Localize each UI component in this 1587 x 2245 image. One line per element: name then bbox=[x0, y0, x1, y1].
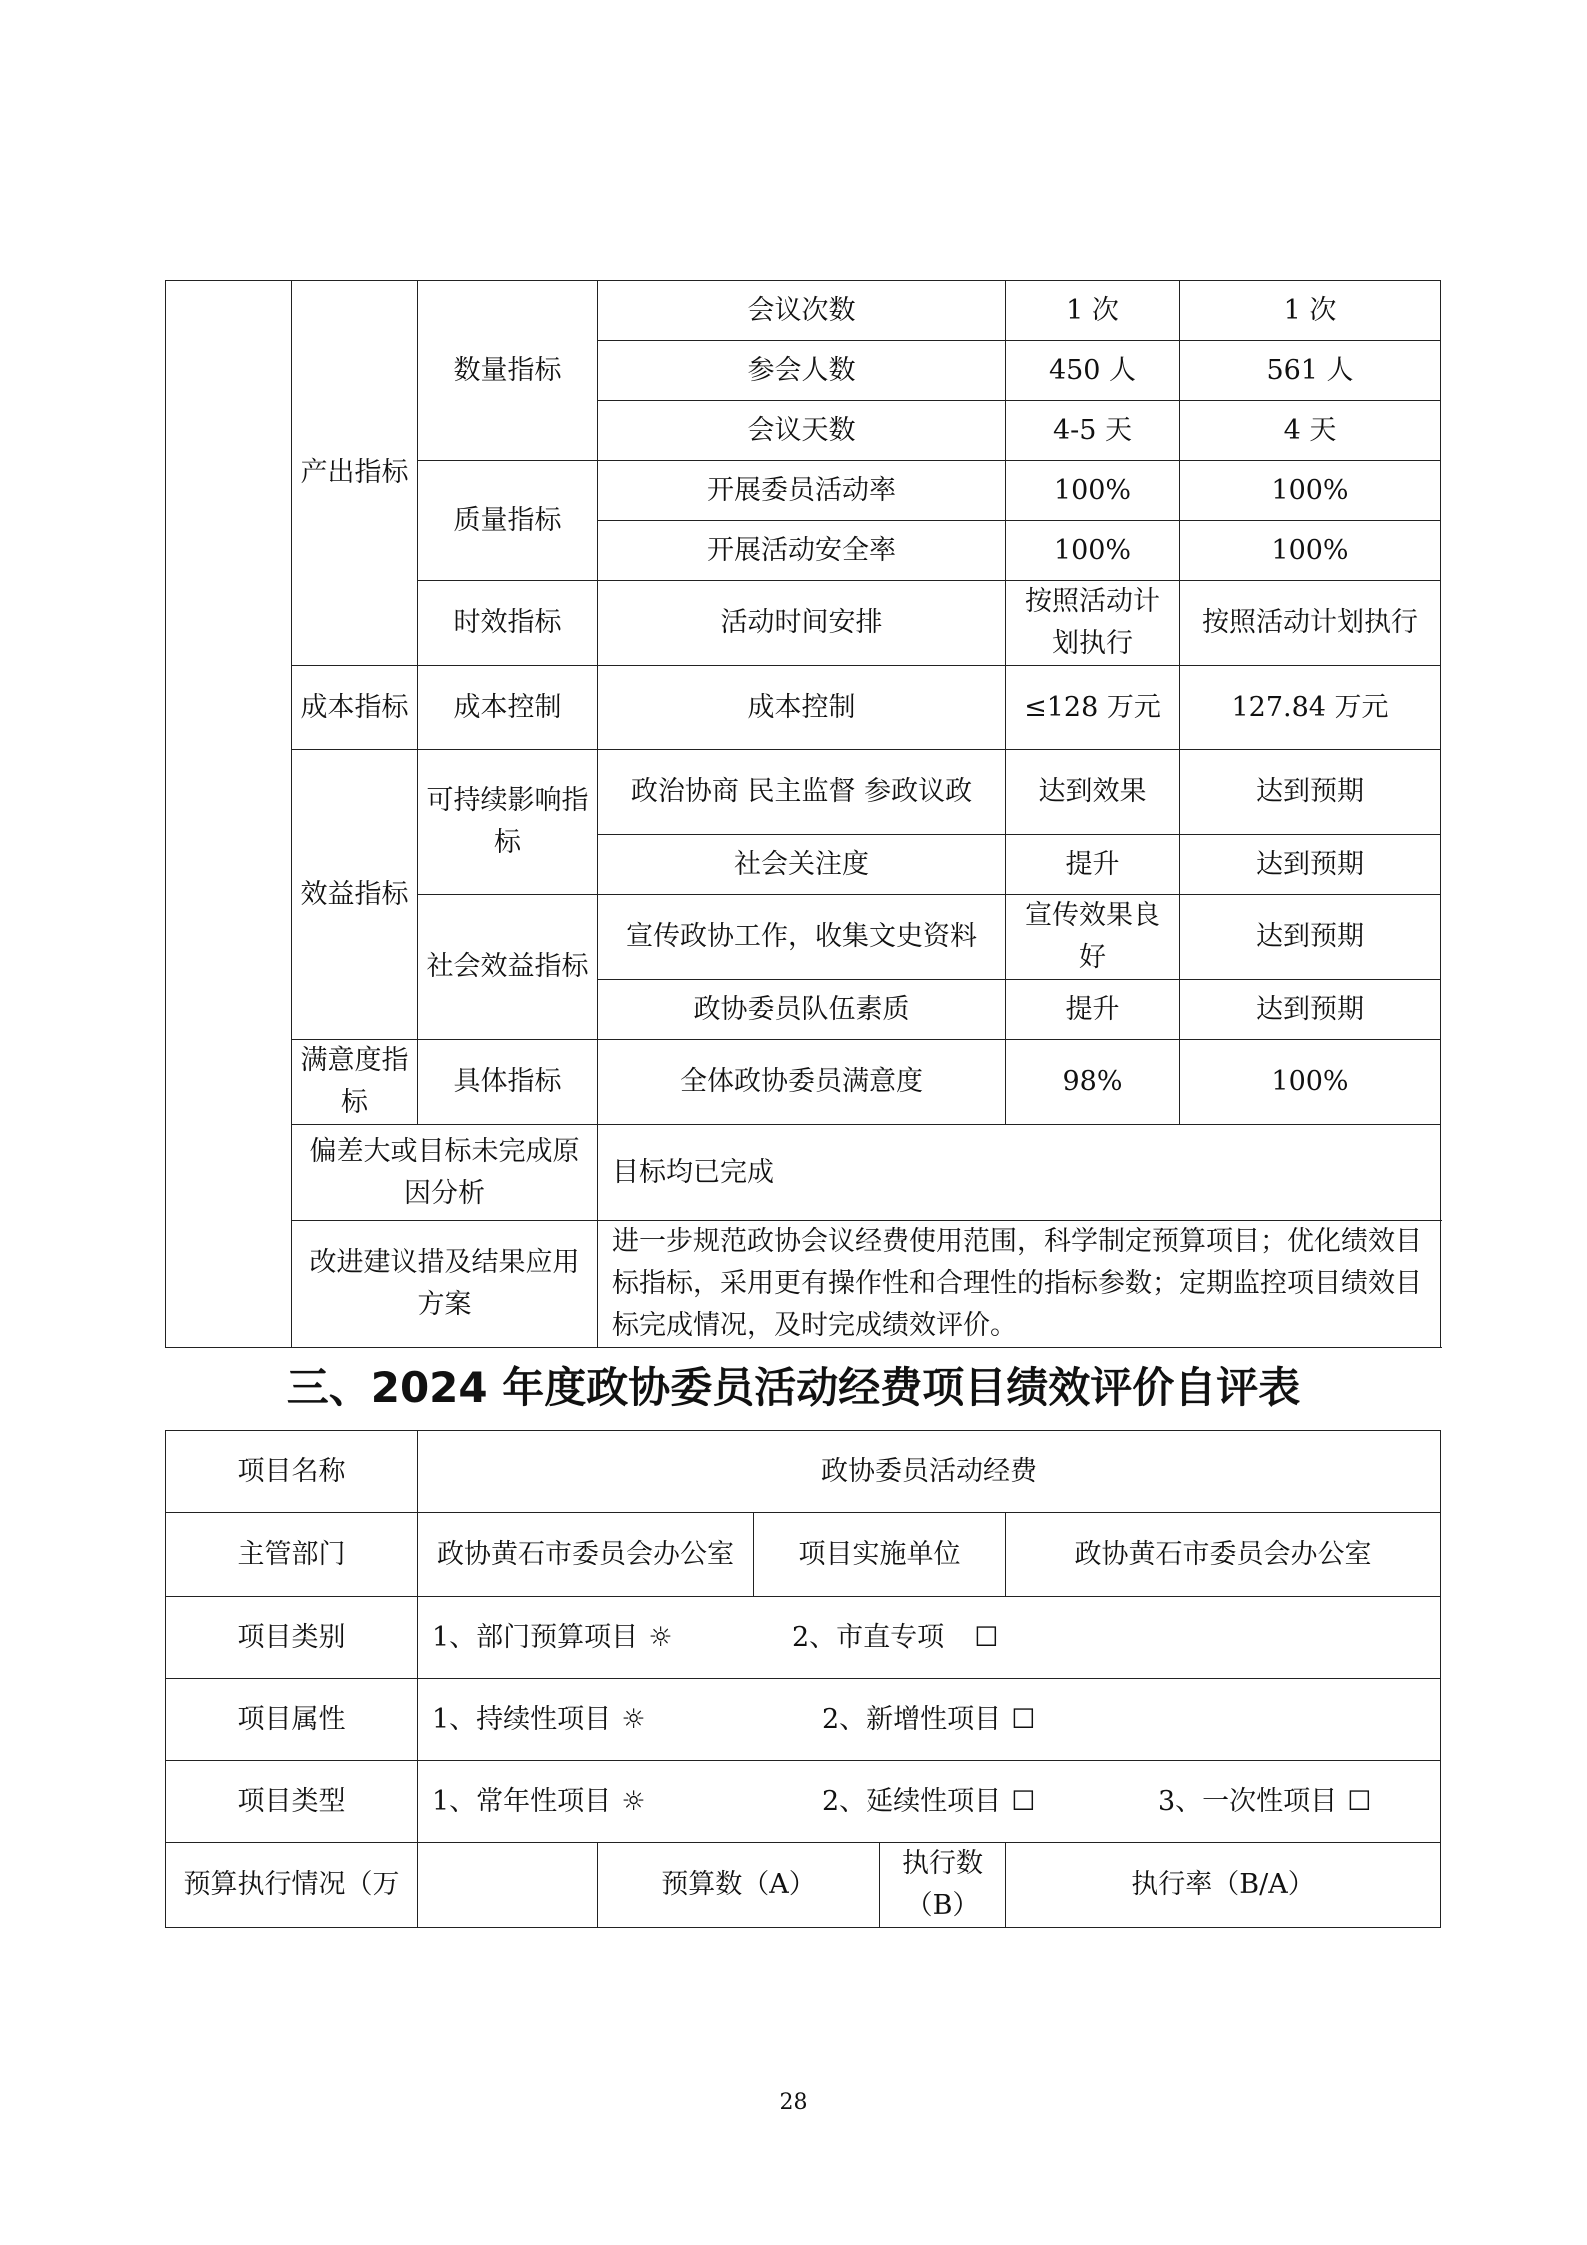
improvement-label: 改进建议措及结果应用方案 bbox=[292, 1221, 598, 1348]
target-value: 提升 bbox=[1006, 980, 1180, 1040]
social-benefit-indicator-label: 社会效益指标 bbox=[418, 895, 598, 1040]
cost-control-label: 成本控制 bbox=[418, 666, 598, 750]
blank-cell bbox=[166, 281, 292, 1348]
metric-name: 成本控制 bbox=[598, 666, 1006, 750]
budget-execution-label: 预算执行情况（万 bbox=[166, 1843, 418, 1928]
budget-b-header: 执行数（B） bbox=[880, 1843, 1006, 1928]
selected-mark-icon: ☼ bbox=[621, 1703, 646, 1735]
category-options bbox=[418, 1597, 1441, 1679]
page-number: 28 bbox=[779, 2090, 808, 2115]
quality-indicator-label: 质量指标 bbox=[418, 461, 598, 581]
cost-indicator-label: 成本指标 bbox=[292, 666, 418, 750]
blank-cell bbox=[418, 1843, 598, 1928]
metric-name: 活动时间安排 bbox=[598, 581, 1006, 666]
target-value: 达到效果 bbox=[1006, 750, 1180, 835]
checkbox-icon: ☐ bbox=[974, 1621, 999, 1653]
project-name-value: 政协委员活动经费 bbox=[418, 1431, 1441, 1513]
metric-name: 全体政协委员满意度 bbox=[598, 1040, 1006, 1125]
section-title: 三、2024 年度政协委员活动经费项目绩效评价自评表 bbox=[286, 1363, 1301, 1412]
option-extended[interactable] bbox=[822, 1781, 1158, 1823]
option-continuous[interactable] bbox=[432, 1699, 822, 1741]
timeliness-indicator-label: 时效指标 bbox=[418, 581, 598, 666]
metric-name: 参会人数 bbox=[598, 341, 1006, 401]
target-value: 100% bbox=[1006, 461, 1180, 521]
impl-unit-label: 项目实施单位 bbox=[754, 1513, 1006, 1597]
sustainable-indicator-label: 可持续影响指标 bbox=[418, 750, 598, 895]
option-new[interactable] bbox=[822, 1699, 1035, 1741]
actual-value: 100% bbox=[1180, 521, 1441, 581]
improvement-text: 进一步规范政协会议经费使用范围，科学制定预算项目；优化绩效目标指标，采用更有操作性和合理性的指标参数；定期监控项目绩效目标完成情况，及时完成绩效评价。 bbox=[598, 1221, 1441, 1348]
target-value: 4-5 天 bbox=[1006, 401, 1180, 461]
dept-label: 主管部门 bbox=[166, 1513, 418, 1597]
metric-name: 会议次数 bbox=[598, 281, 1006, 341]
deviation-label: 偏差大或目标未完成原因分析 bbox=[292, 1125, 598, 1221]
performance-indicator-table bbox=[165, 280, 1441, 1348]
actual-value: 达到预期 bbox=[1180, 980, 1441, 1040]
budget-a-header: 预算数（A） bbox=[598, 1843, 880, 1928]
metric-name: 政协委员队伍素质 bbox=[598, 980, 1006, 1040]
option-label: 2、市直专项 bbox=[792, 1621, 945, 1653]
benefit-indicator-label: 效益指标 bbox=[292, 750, 418, 1040]
deviation-text: 目标均已完成 bbox=[598, 1125, 1441, 1221]
metric-name: 社会关注度 bbox=[598, 835, 1006, 895]
metric-name: 会议天数 bbox=[598, 401, 1006, 461]
metric-name: 开展委员活动率 bbox=[598, 461, 1006, 521]
option-annual[interactable] bbox=[432, 1781, 822, 1823]
actual-value: 达到预期 bbox=[1180, 750, 1441, 835]
target-value: 100% bbox=[1006, 521, 1180, 581]
project-name-label: 项目名称 bbox=[166, 1431, 418, 1513]
metric-name: 政治协商 民主监督 参政议政 bbox=[598, 750, 1006, 835]
option-label: 2、延续性项目 bbox=[822, 1785, 1002, 1817]
actual-value: 561 人 bbox=[1180, 341, 1441, 401]
target-value: 按照活动计划执行 bbox=[1006, 581, 1180, 666]
checkbox-icon: ☐ bbox=[1011, 1703, 1036, 1735]
option-dept-budget[interactable] bbox=[432, 1617, 792, 1659]
checkbox-icon: ☐ bbox=[1011, 1785, 1036, 1817]
option-one-time[interactable] bbox=[1158, 1781, 1371, 1823]
actual-value: 127.84 万元 bbox=[1180, 666, 1441, 750]
option-city-special[interactable] bbox=[792, 1617, 998, 1659]
checkbox-icon: ☐ bbox=[1347, 1785, 1372, 1817]
output-indicator-label: 产出指标 bbox=[292, 281, 418, 666]
attribute-label: 项目属性 bbox=[166, 1679, 418, 1761]
target-value: 98% bbox=[1006, 1040, 1180, 1125]
quantity-indicator-label: 数量指标 bbox=[418, 281, 598, 461]
option-label: 1、部门预算项目 bbox=[432, 1621, 639, 1653]
category-label: 项目类别 bbox=[166, 1597, 418, 1679]
satisfaction-indicator-label: 满意度指标 bbox=[292, 1040, 418, 1125]
actual-value: 按照活动计划执行 bbox=[1180, 581, 1441, 666]
selected-mark-icon: ☼ bbox=[648, 1621, 673, 1653]
specific-indicator-label: 具体指标 bbox=[418, 1040, 598, 1125]
target-value: 提升 bbox=[1006, 835, 1180, 895]
actual-value: 达到预期 bbox=[1180, 895, 1441, 980]
target-value: 1 次 bbox=[1006, 281, 1180, 341]
target-value: 450 人 bbox=[1006, 341, 1180, 401]
attribute-options bbox=[418, 1679, 1441, 1761]
actual-value: 4 天 bbox=[1180, 401, 1441, 461]
actual-value: 100% bbox=[1180, 1040, 1441, 1125]
type-label: 项目类型 bbox=[166, 1761, 418, 1843]
metric-name: 开展活动安全率 bbox=[598, 521, 1006, 581]
actual-value: 100% bbox=[1180, 461, 1441, 521]
selected-mark-icon: ☼ bbox=[621, 1785, 646, 1817]
option-label: 1、持续性项目 bbox=[432, 1703, 612, 1735]
target-value: ≤128 万元 bbox=[1006, 666, 1180, 750]
execution-rate-header: 执行率（B/A） bbox=[1006, 1843, 1441, 1928]
actual-value: 达到预期 bbox=[1180, 835, 1441, 895]
target-value: 宣传效果良好 bbox=[1006, 895, 1180, 980]
type-options bbox=[418, 1761, 1441, 1843]
dept-value: 政协黄石市委员会办公室 bbox=[418, 1513, 754, 1597]
impl-unit-value: 政协黄石市委员会办公室 bbox=[1006, 1513, 1441, 1597]
project-info-table bbox=[165, 1430, 1441, 1928]
option-label: 2、新增性项目 bbox=[822, 1703, 1002, 1735]
option-label: 1、常年性项目 bbox=[432, 1785, 612, 1817]
metric-name: 宣传政协工作，收集文史资料 bbox=[598, 895, 1006, 980]
option-label: 3、一次性项目 bbox=[1158, 1785, 1338, 1817]
actual-value: 1 次 bbox=[1180, 281, 1441, 341]
